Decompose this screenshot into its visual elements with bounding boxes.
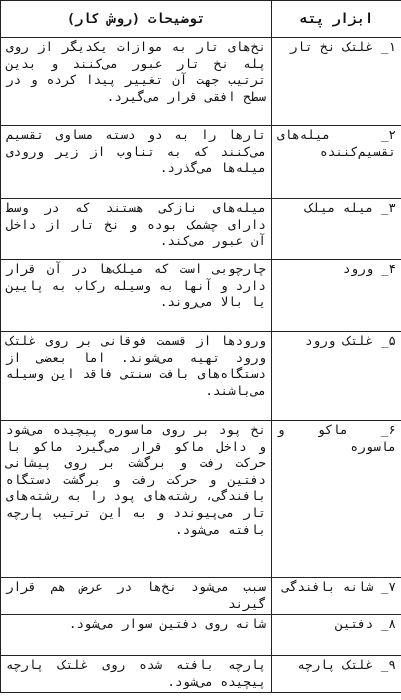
tool-name-cell: ۵_ غلتک ورود	[272, 332, 401, 421]
tool-name-cell: ۹_ غلتک پارچه	[272, 656, 401, 693]
table-row	[1, 578, 401, 615]
tool-description-cell: چارچوبی است که میلک‌ها در آن قرار دارد و آنها به وسیله رکاب به پایین یا بالا می‌روند.	[1, 260, 272, 332]
tool-name-cell: ۸_ دفتین	[272, 615, 401, 656]
header-tool: ابزار پته	[272, 1, 401, 38]
table-row	[1, 615, 401, 656]
tool-description-cell: تارها را به دو دسته مساوی تقسیم می‌کنند که به تناوب از زیر ورودی میله‌ها می‌گذرد.	[1, 126, 272, 199]
table-row	[1, 421, 401, 578]
table-row	[1, 332, 401, 421]
tool-description-cell: نخ‌های تار به موازات یکدیگر از روی پله نخ تار عبور می‌کنند و بدین ترتیب جهت آن تغییر پیدا کرده و در سطح افقی قرار می‌گیرد.	[1, 38, 272, 126]
tool-description-cell: میله‌های نازکی هستند که در وسط دارای چشمک بوده و نخ تار از داخل آن عبور می‌کند.	[1, 199, 272, 260]
tool-name-cell: ۷_ شانه بافندگی	[272, 578, 401, 615]
tool-name-cell: ۲_ میله‌های تقسیم‌کننده	[272, 126, 401, 199]
tool-description-cell: پارچه بافته شده روی غلتک پارچه پیچیده می‌شود.	[1, 656, 272, 693]
tool-name-cell: ۳_ میله میلک	[272, 199, 401, 260]
tool-description-cell: نخ پود بر روی ماسوره پیچیده می‌شود و داخل ماکو قرار می‌گیرد ماکو با حرکت رفت و برگشت بر روی پیشانی دفتین و حرکت رفت و برگشت دستگاه بافندگی، رشته‌های پود را به رشته‌های تار می‌پیوندد و به این ترتیب پارچه بافته می‌شود.	[1, 421, 272, 578]
tool-description-cell: شانه روی دفتین سوار می‌شود.	[1, 615, 272, 656]
tool-description-cell: ورودها از قسمت فوقانی بر روی غلتک ورود تهیه می‌شوند. اما بعضی از دستگاه‌های بافت سنتی فاقد این وسیله می‌باشند.	[1, 332, 272, 421]
tool-name-cell: ۶_ ماکو و ماسوره	[272, 421, 401, 578]
tool-name-cell: ۱_ غلتک نخ تار	[272, 38, 401, 126]
table-row	[1, 656, 401, 693]
tool-description-cell: سبب می‌شود نخ‌ها در عرض هم قرار گیرند	[1, 578, 272, 615]
table-row	[1, 126, 401, 199]
table-row	[1, 38, 401, 126]
table-header-row	[1, 1, 401, 38]
table-row	[1, 199, 401, 260]
header-description: توضیحات (روش کار)	[1, 1, 272, 38]
tool-name-cell: ۴_ ورود	[272, 260, 401, 332]
table-row	[1, 260, 401, 332]
